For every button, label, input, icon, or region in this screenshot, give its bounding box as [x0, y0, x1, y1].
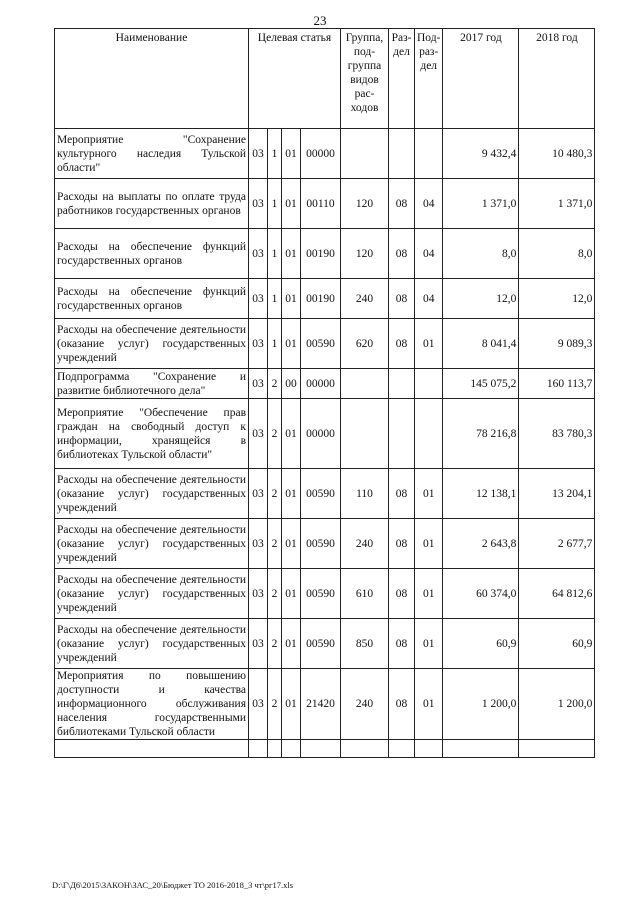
empty-cell — [268, 740, 282, 758]
section: 08 — [389, 619, 415, 669]
section: 08 — [389, 279, 415, 319]
section — [389, 369, 415, 399]
header-target-article: Целевая статья — [249, 29, 341, 129]
subsection: 01 — [415, 519, 443, 569]
code-measure: 01 — [282, 319, 301, 369]
empty-cell — [55, 740, 249, 758]
amount-2017: 60 374,0 — [443, 569, 519, 619]
empty-cell — [249, 740, 268, 758]
code-program: 03 — [249, 669, 268, 740]
amount-2017: 12 138,1 — [443, 469, 519, 519]
code-program: 03 — [249, 399, 268, 469]
section — [389, 399, 415, 469]
code-subprogram: 1 — [268, 129, 282, 179]
table-row — [55, 369, 595, 399]
table-row — [55, 669, 595, 740]
table-row — [55, 179, 595, 229]
code-program: 03 — [249, 129, 268, 179]
subsection — [415, 129, 443, 179]
table-row — [55, 399, 595, 469]
subsection: 04 — [415, 179, 443, 229]
section — [389, 129, 415, 179]
expense-group: 120 — [341, 229, 389, 279]
code-subprogram: 1 — [268, 319, 282, 369]
expense-group: 110 — [341, 469, 389, 519]
section: 08 — [389, 469, 415, 519]
code-measure: 01 — [282, 569, 301, 619]
amount-2018: 13 204,1 — [519, 469, 595, 519]
expense-group: 240 — [341, 519, 389, 569]
row-name: Подпрограмма "Сохранение и развитие библиотечного дела" — [55, 369, 249, 399]
code-subprogram: 1 — [268, 179, 282, 229]
subsection — [415, 369, 443, 399]
code-direction: 00590 — [301, 569, 341, 619]
expense-group: 240 — [341, 279, 389, 319]
expense-group: 240 — [341, 669, 389, 740]
table-row — [55, 279, 595, 319]
code-measure: 01 — [282, 129, 301, 179]
expense-group — [341, 399, 389, 469]
header-2018: 2018 год — [519, 29, 595, 129]
budget-table — [54, 28, 595, 758]
code-program: 03 — [249, 469, 268, 519]
row-name: Расходы на выплаты по оплате труда работников государственных органов — [55, 179, 249, 229]
table-row — [55, 519, 595, 569]
expense-group: 850 — [341, 619, 389, 669]
row-name: Расходы на обеспечение функций государственных органов — [55, 229, 249, 279]
code-measure: 01 — [282, 279, 301, 319]
code-direction: 00190 — [301, 229, 341, 279]
code-program: 03 — [249, 569, 268, 619]
expense-group — [341, 369, 389, 399]
table-row — [55, 229, 595, 279]
amount-2018: 83 780,3 — [519, 399, 595, 469]
expense-group: 610 — [341, 569, 389, 619]
code-direction: 00190 — [301, 279, 341, 319]
empty-cell — [389, 740, 415, 758]
subsection: 01 — [415, 669, 443, 740]
amount-2018: 160 113,7 — [519, 369, 595, 399]
code-subprogram: 2 — [268, 569, 282, 619]
header-group: Группа, под-группа видов рас-ходов — [341, 29, 389, 129]
empty-cell — [519, 740, 595, 758]
subsection: 04 — [415, 229, 443, 279]
row-name: Расходы на обеспечение деятельности (оказание услуг) государственных учреждений — [55, 319, 249, 369]
amount-2018: 8,0 — [519, 229, 595, 279]
row-name: Расходы на обеспечение деятельности (оказание услуг) государственных учреждений — [55, 469, 249, 519]
expense-group: 120 — [341, 179, 389, 229]
code-program: 03 — [249, 369, 268, 399]
code-program: 03 — [249, 619, 268, 669]
subsection: 01 — [415, 319, 443, 369]
code-direction: 00590 — [301, 469, 341, 519]
empty-cell — [341, 740, 389, 758]
code-measure: 01 — [282, 469, 301, 519]
header-row — [55, 29, 595, 129]
table-row — [55, 129, 595, 179]
page-number: 23 — [313, 13, 327, 28]
table-row — [55, 619, 595, 669]
row-name: Мероприятие "Сохранение культурного наследия Тульской области" — [55, 129, 249, 179]
amount-2017: 60,9 — [443, 619, 519, 669]
header-subsection: Под-раз-дел — [415, 29, 443, 129]
amount-2018: 1 200,0 — [519, 669, 595, 740]
section: 08 — [389, 319, 415, 369]
amount-2017: 12,0 — [443, 279, 519, 319]
code-subprogram: 2 — [268, 669, 282, 740]
amount-2017: 2 643,8 — [443, 519, 519, 569]
row-name: Мероприятия по повышению доступности и качества информационного обслуживания населения государственными библиотеками Тульской области — [55, 669, 249, 740]
amount-2017: 8 041,4 — [443, 319, 519, 369]
empty-cell — [443, 740, 519, 758]
code-direction: 00590 — [301, 319, 341, 369]
code-direction: 00000 — [301, 129, 341, 179]
code-direction: 00590 — [301, 619, 341, 669]
amount-2017: 8,0 — [443, 229, 519, 279]
amount-2018: 10 480,3 — [519, 129, 595, 179]
code-program: 03 — [249, 519, 268, 569]
code-direction: 00000 — [301, 399, 341, 469]
section: 08 — [389, 569, 415, 619]
code-program: 03 — [249, 229, 268, 279]
subsection — [415, 399, 443, 469]
row-name: Расходы на обеспечение функций государственных органов — [55, 279, 249, 319]
header-2017: 2017 год — [443, 29, 519, 129]
subsection: 04 — [415, 279, 443, 319]
header-name: Наименование — [55, 29, 249, 129]
code-subprogram: 1 — [268, 279, 282, 319]
amount-2017: 1 200,0 — [443, 669, 519, 740]
code-measure: 01 — [282, 179, 301, 229]
amount-2017: 9 432,4 — [443, 129, 519, 179]
subsection: 01 — [415, 469, 443, 519]
subsection: 01 — [415, 619, 443, 669]
code-subprogram: 2 — [268, 369, 282, 399]
amount-2018: 12,0 — [519, 279, 595, 319]
row-name: Расходы на обеспечение деятельности (оказание услуг) государственных учреждений — [55, 519, 249, 569]
code-subprogram: 2 — [268, 619, 282, 669]
code-subprogram: 2 — [268, 519, 282, 569]
amount-2017: 145 075,2 — [443, 369, 519, 399]
code-subprogram: 2 — [268, 399, 282, 469]
row-name: Мероприятие "Обеспечение прав граждан на свободный доступ к информации, хранящейся в библиотеках Тульской области" — [55, 399, 249, 469]
empty-cell — [415, 740, 443, 758]
code-measure: 01 — [282, 619, 301, 669]
expense-group: 620 — [341, 319, 389, 369]
empty-cell — [282, 740, 301, 758]
code-direction: 00000 — [301, 369, 341, 399]
row-name: Расходы на обеспечение деятельности (оказание услуг) государственных учреждений — [55, 619, 249, 669]
section: 08 — [389, 669, 415, 740]
subsection: 01 — [415, 569, 443, 619]
header-section: Раз-дел — [389, 29, 415, 129]
code-direction: 00110 — [301, 179, 341, 229]
amount-2018: 1 371,0 — [519, 179, 595, 229]
code-measure: 01 — [282, 669, 301, 740]
table-row — [55, 469, 595, 519]
code-measure: 01 — [282, 519, 301, 569]
section: 08 — [389, 229, 415, 279]
code-program: 03 — [249, 319, 268, 369]
code-measure: 00 — [282, 369, 301, 399]
code-direction: 00590 — [301, 519, 341, 569]
code-subprogram: 2 — [268, 469, 282, 519]
code-direction: 21420 — [301, 669, 341, 740]
section: 08 — [389, 179, 415, 229]
empty-cell — [301, 740, 341, 758]
expense-group — [341, 129, 389, 179]
table-row — [55, 569, 595, 619]
code-program: 03 — [249, 179, 268, 229]
amount-2018: 2 677,7 — [519, 519, 595, 569]
code-subprogram: 1 — [268, 229, 282, 279]
amount-2018: 60,9 — [519, 619, 595, 669]
section: 08 — [389, 519, 415, 569]
table-row — [55, 319, 595, 369]
amount-2018: 64 812,6 — [519, 569, 595, 619]
footer-file-path: D:\Г\Д6\2015\ЗАКОН\ЗАС_20\Бюджет ТО 2016-2018_3 чт\рг17.xls — [52, 880, 294, 890]
amount-2017: 78 216,8 — [443, 399, 519, 469]
amount-2018: 9 089,3 — [519, 319, 595, 369]
code-measure: 01 — [282, 229, 301, 279]
table-row-empty — [55, 740, 595, 758]
row-name: Расходы на обеспечение деятельности (оказание услуг) государственных учреждений — [55, 569, 249, 619]
code-measure: 01 — [282, 399, 301, 469]
code-program: 03 — [249, 279, 268, 319]
amount-2017: 1 371,0 — [443, 179, 519, 229]
